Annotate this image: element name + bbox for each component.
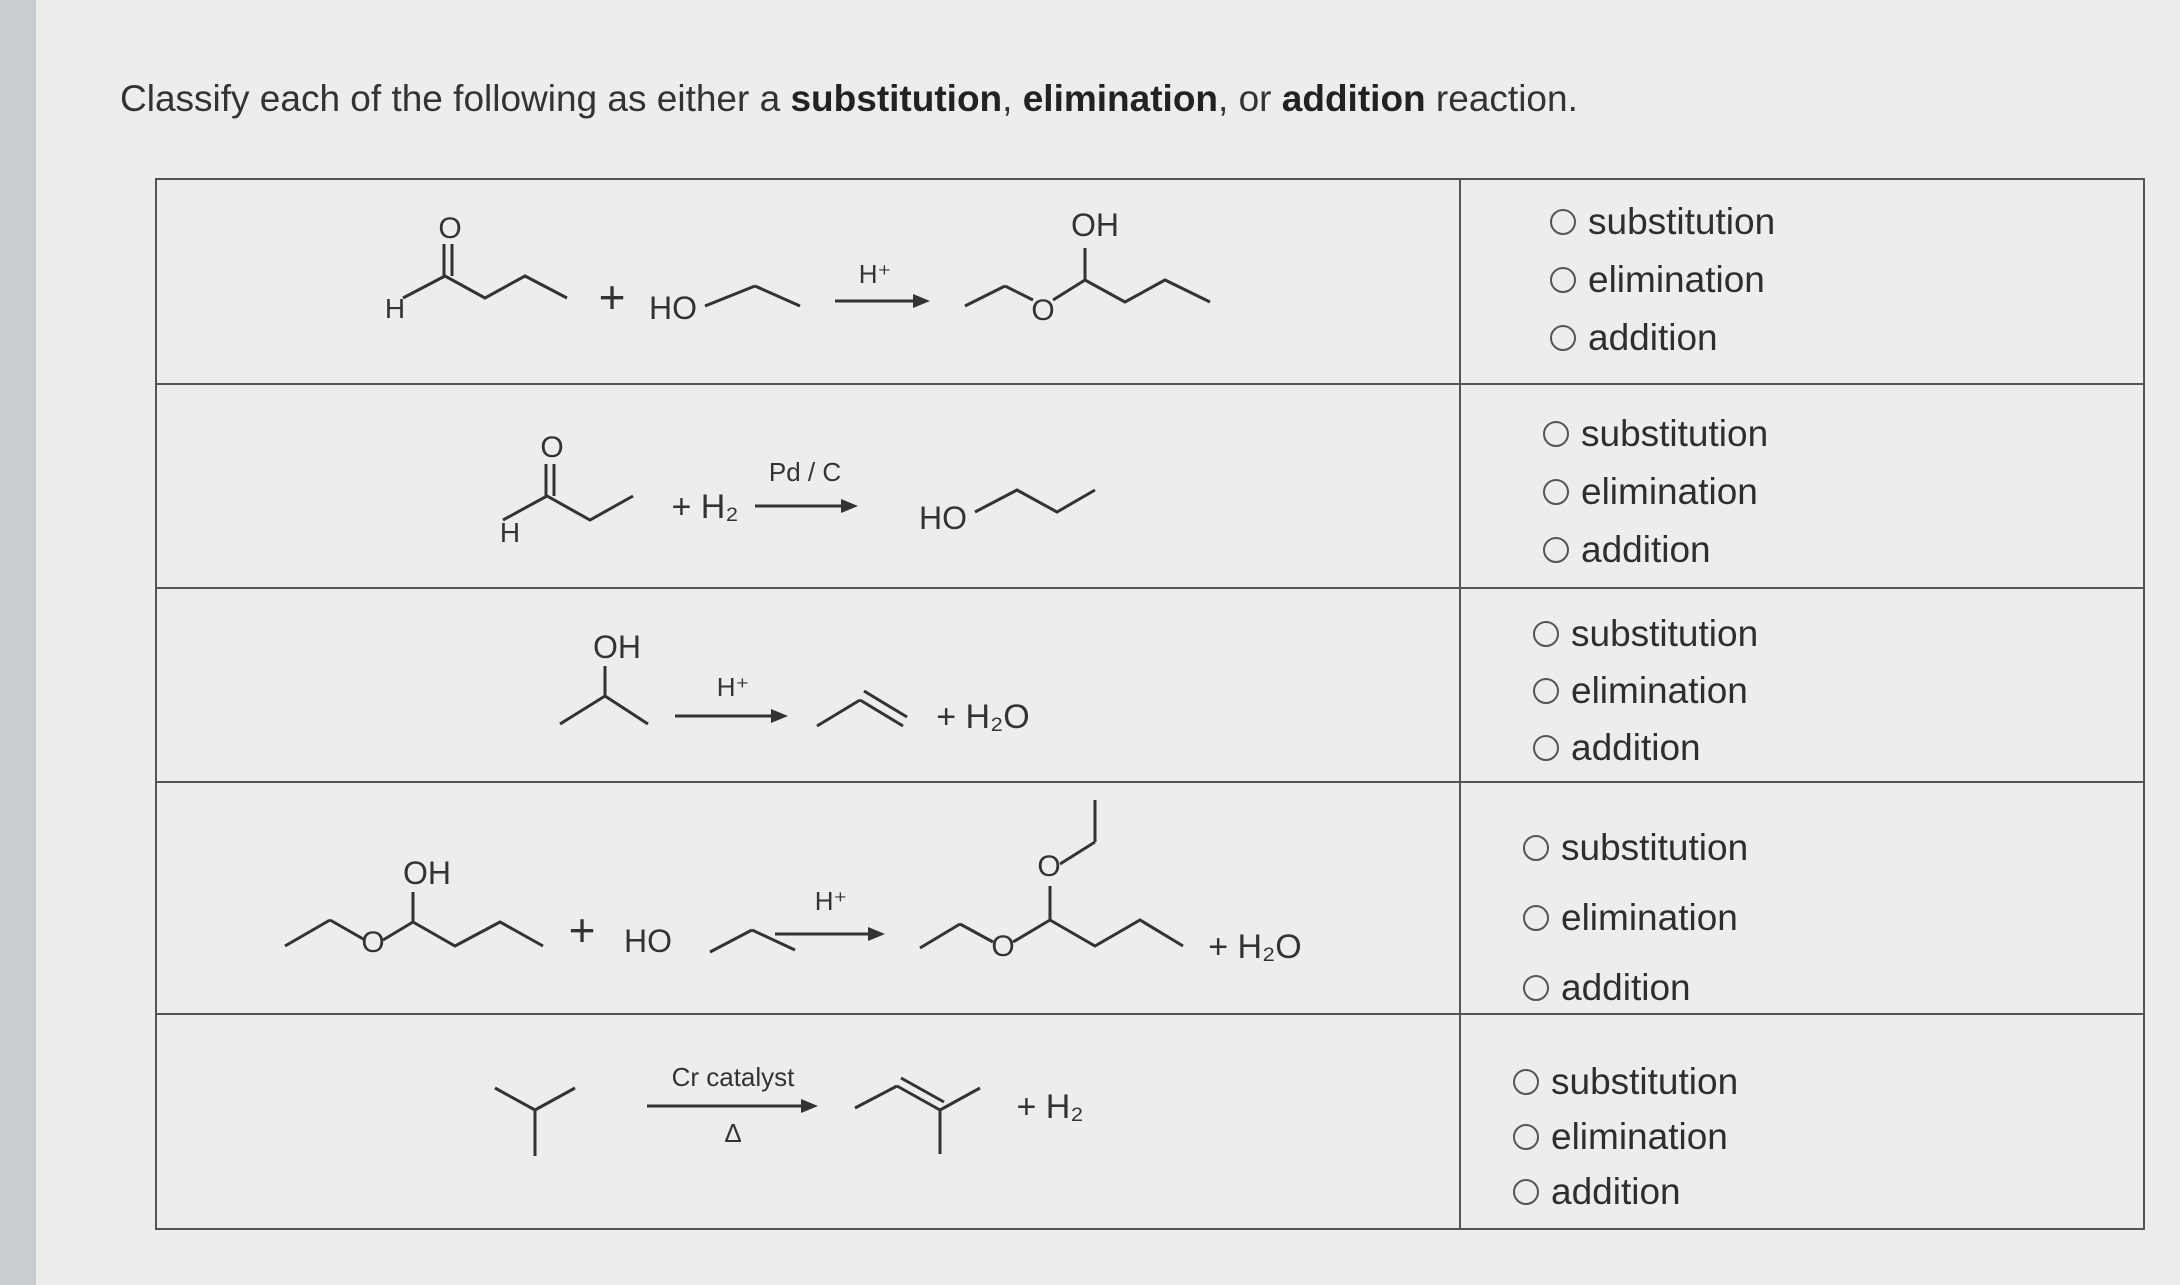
question-row-5 bbox=[155, 1014, 2145, 1230]
choice-label: substitution bbox=[1551, 1061, 1739, 1102]
reaction-condition-label: H⁺ bbox=[814, 886, 848, 916]
reaction-4-diagram bbox=[155, 782, 1455, 1014]
choice-elimination[interactable] bbox=[1543, 472, 1768, 512]
plus-sign: + bbox=[598, 271, 626, 323]
choice-elimination[interactable] bbox=[1523, 898, 1748, 938]
reaction-3-diagram bbox=[155, 588, 1455, 782]
question-row-1 bbox=[155, 178, 2145, 384]
choice-label: addition bbox=[1571, 727, 1701, 768]
question-row-4 bbox=[155, 782, 2145, 1014]
reaction-2-diagram bbox=[155, 384, 1455, 588]
choice-addition[interactable] bbox=[1513, 1172, 1738, 1212]
plus-hydrogen-label: + H₂ bbox=[1016, 1088, 1084, 1126]
choices-4 bbox=[1523, 828, 1748, 1008]
choice-addition[interactable] bbox=[1523, 968, 1748, 1008]
hydroxyl-label: OH bbox=[593, 629, 641, 665]
choices-5 bbox=[1513, 1062, 1738, 1212]
plus-hydrogen-label: + H₂ bbox=[671, 488, 739, 526]
oxygen-label: O bbox=[991, 930, 1015, 963]
oxygen-label: O bbox=[1031, 294, 1055, 327]
radio-button[interactable] bbox=[1513, 1069, 1539, 1095]
radio-button[interactable] bbox=[1550, 267, 1576, 293]
choice-label: elimination bbox=[1588, 259, 1765, 300]
hydroxyl-label: OH bbox=[1071, 207, 1119, 243]
choice-addition[interactable] bbox=[1533, 728, 1758, 768]
plus-sign: + bbox=[568, 904, 596, 956]
choice-elimination[interactable] bbox=[1533, 671, 1758, 711]
choice-label: substitution bbox=[1561, 827, 1749, 868]
radio-button[interactable] bbox=[1533, 678, 1559, 704]
reaction-condition-label: H⁺ bbox=[858, 259, 892, 289]
choice-label: addition bbox=[1551, 1171, 1681, 1212]
radio-button[interactable] bbox=[1513, 1179, 1539, 1205]
radio-button[interactable] bbox=[1543, 479, 1569, 505]
choices-3 bbox=[1533, 614, 1758, 768]
hydroxyl-label: HO bbox=[649, 290, 697, 326]
choice-label: elimination bbox=[1551, 1116, 1728, 1157]
hydroxyl-label: HO bbox=[919, 500, 967, 536]
question-row-3 bbox=[155, 588, 2145, 782]
radio-button[interactable] bbox=[1533, 621, 1559, 647]
reaction-condition-label: Cr catalyst bbox=[671, 1062, 795, 1092]
oxygen-label: O bbox=[361, 926, 385, 959]
radio-button[interactable] bbox=[1543, 537, 1569, 563]
choice-label: elimination bbox=[1581, 471, 1758, 512]
radio-button[interactable] bbox=[1523, 835, 1549, 861]
choice-substitution[interactable] bbox=[1513, 1062, 1738, 1102]
choice-addition[interactable] bbox=[1543, 530, 1768, 570]
choice-label: addition bbox=[1588, 317, 1718, 358]
plus-water-label: + H₂O bbox=[1208, 928, 1302, 966]
choice-substitution[interactable] bbox=[1533, 614, 1758, 654]
choice-label: substitution bbox=[1571, 613, 1759, 654]
choices-2 bbox=[1543, 414, 1768, 570]
heat-symbol-label: Δ bbox=[724, 1118, 742, 1148]
reaction-condition-label: H⁺ bbox=[716, 672, 750, 702]
radio-button[interactable] bbox=[1550, 325, 1576, 351]
choice-addition[interactable] bbox=[1550, 318, 1775, 358]
radio-button[interactable] bbox=[1533, 735, 1559, 761]
hydrogen-label: H bbox=[499, 517, 521, 548]
choices-1 bbox=[1550, 202, 1775, 358]
oxygen-label: O bbox=[540, 431, 564, 464]
choice-label: elimination bbox=[1561, 897, 1738, 938]
radio-button[interactable] bbox=[1543, 421, 1569, 447]
reaction-5-diagram bbox=[155, 1014, 1455, 1230]
radio-button[interactable] bbox=[1523, 905, 1549, 931]
oxygen-label: O bbox=[1037, 850, 1061, 883]
page-edge-shadow bbox=[0, 0, 36, 1285]
choice-label: substitution bbox=[1588, 201, 1776, 242]
choice-substitution[interactable] bbox=[1550, 202, 1775, 242]
choice-elimination[interactable] bbox=[1550, 260, 1775, 300]
oxygen-label: O bbox=[438, 212, 462, 245]
radio-button[interactable] bbox=[1513, 1124, 1539, 1150]
choice-label: addition bbox=[1561, 967, 1691, 1008]
choice-substitution[interactable] bbox=[1523, 828, 1748, 868]
radio-button[interactable] bbox=[1550, 209, 1576, 235]
choice-label: elimination bbox=[1571, 670, 1748, 711]
choice-label: substitution bbox=[1581, 413, 1769, 454]
choice-elimination[interactable] bbox=[1513, 1117, 1738, 1157]
plus-water-label: + H₂O bbox=[936, 698, 1030, 736]
choice-substitution[interactable] bbox=[1543, 414, 1768, 454]
instructions-text: Classify each of the following as either a substitution, elimination, or addition reaction. bbox=[120, 78, 1578, 119]
hydrogen-label: H bbox=[384, 293, 406, 324]
reaction-condition-label: Pd / C bbox=[768, 457, 842, 487]
radio-button[interactable] bbox=[1523, 975, 1549, 1001]
hydroxyl-label: OH bbox=[403, 855, 451, 891]
hydroxyl-label: HO bbox=[624, 923, 672, 959]
question-table bbox=[155, 178, 2145, 1230]
reaction-1-diagram bbox=[155, 178, 1455, 384]
choice-label: addition bbox=[1581, 529, 1711, 570]
question-row-2 bbox=[155, 384, 2145, 588]
